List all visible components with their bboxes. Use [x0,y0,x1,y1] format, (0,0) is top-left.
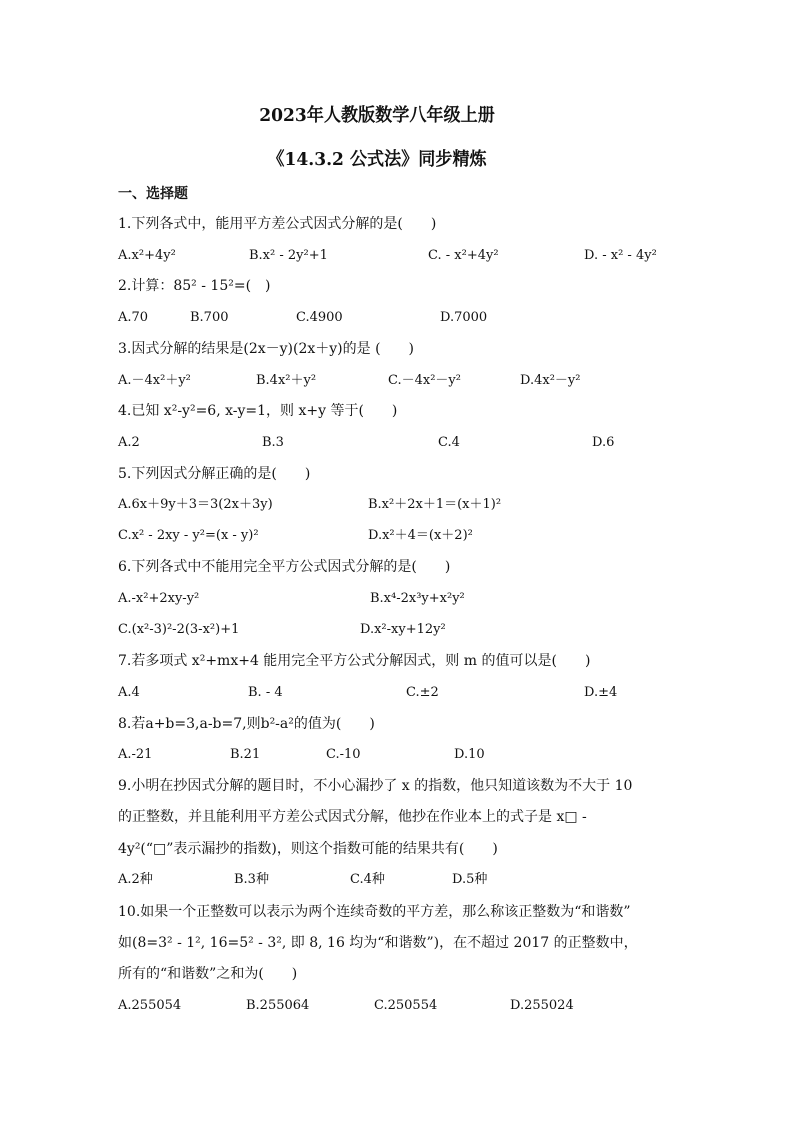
question-6-stem: 6.下列各式中不能用完全平方公式因式分解的是( ) [118,559,451,575]
question-10-option-c: C.250554 [374,998,438,1013]
question-3-option-c: C.－4x²－y² [388,373,461,388]
question-10-line-1: 10.如果一个正整数可以表示为两个连续奇数的平方差，那么称该正整数为“和谐数” [118,904,631,920]
question-9-line-3: 4y²(“□”表示漏抄的指数)，则这个指数可能的结果共有( ) [118,841,498,857]
question-6-option-b: B.x⁴-2x³y+x²y² [370,591,465,606]
question-5-option-d: D.x²＋4＝(x＋2)² [368,528,473,543]
question-5-option-a: A.6x＋9y＋3＝3(2x＋3y) [118,497,273,512]
question-4-option-d: D.6 [592,435,615,450]
question-1-option-b: B.x² - 2y²+1 [249,248,328,263]
question-10-option-a: A.255054 [118,998,182,1013]
question-2-option-b: B.700 [190,310,229,325]
question-9-option-b: B.3种 [234,872,269,887]
question-7-option-c: C.±2 [406,685,439,700]
question-1-option-c: C. - x²+4y² [428,248,499,263]
question-7-option-b: B. - 4 [248,685,283,700]
question-5-stem: 5.下列因式分解正确的是( ) [118,466,311,482]
question-8-option-c: C.-10 [326,747,361,762]
question-4-option-c: C.4 [438,435,460,450]
question-5-option-b: B.x²＋2x＋1＝(x＋1)² [368,497,502,512]
question-9-option-a: A.2种 [118,872,153,887]
section-heading: 一、选择题 [118,186,188,202]
question-8-option-b: B.21 [230,747,261,762]
question-8-stem: 8.若a+b=3,a-b=7,则b²-a²的值为( ) [118,716,375,732]
question-3-option-a: A.－4x²＋y² [118,373,191,388]
question-2-stem: 2.计算：85² - 15²=( ) [118,278,271,294]
question-4-stem: 4.已知 x²-y²=6, x-y=1，则 x+y 等于( ) [118,403,398,419]
question-1-option-d: D. - x² - 4y² [584,248,657,263]
question-7-stem: 7.若多项式 x²+mx+4 能用完全平方公式分解因式，则 m 的值可以是( ) [118,653,591,669]
page-title: 2023年人教版数学八年级上册 [259,105,495,126]
question-5-option-c: C.x² - 2xy - y²=(x - y)² [118,528,259,543]
question-9-line-2: 的正整数，并且能利用平方差公式因式分解，他抄在作业本上的式子是 x□ - [118,809,587,825]
question-3-option-d: D.4x²－y² [520,373,581,388]
page-subtitle: 《14.3.2 公式法》同步精炼 [267,149,487,170]
question-3-option-b: B.4x²＋y² [256,373,317,388]
question-9-line-1: 9.小明在抄因式分解的题目时，不小心漏抄了 x 的指数，他只知道该数为不大于 10 [118,778,633,794]
question-1-stem: 1.下列各式中，能用平方差公式因式分解的是( ) [118,216,437,232]
question-2-option-a: A.70 [118,310,149,325]
question-10-line-2: 如(8=3² - 1², 16=5² - 3², 即 8, 16 均为“和谐数”)，在不超过 2017 的正整数中， [118,935,638,951]
question-4-option-b: B.3 [262,435,284,450]
question-7-option-d: D.±4 [584,685,618,700]
question-4-option-a: A.2 [118,435,140,450]
question-3-stem: 3.因式分解的结果是(2x－y)(2x＋y)的是 ( ) [118,341,415,357]
question-10-line-3: 所有的“和谐数”之和为( ) [118,966,298,982]
question-10-option-b: B.255064 [246,998,310,1013]
question-10-option-d: D.255024 [510,998,574,1013]
question-9-option-d: D.5种 [452,872,488,887]
question-6-option-d: D.x²-xy+12y² [360,622,446,637]
question-1-option-a: A.x²+4y² [118,248,176,263]
question-8-option-d: D.10 [454,747,485,762]
question-2-option-c: C.4900 [296,310,343,325]
question-7-option-a: A.4 [118,685,140,700]
question-6-option-a: A.-x²+2xy-y² [118,591,200,606]
question-8-option-a: A.-21 [118,747,153,762]
question-9-option-c: C.4种 [350,872,385,887]
question-6-option-c: C.(x²-3)²-2(3-x²)+1 [118,622,240,637]
question-2-option-d: D.7000 [440,310,488,325]
